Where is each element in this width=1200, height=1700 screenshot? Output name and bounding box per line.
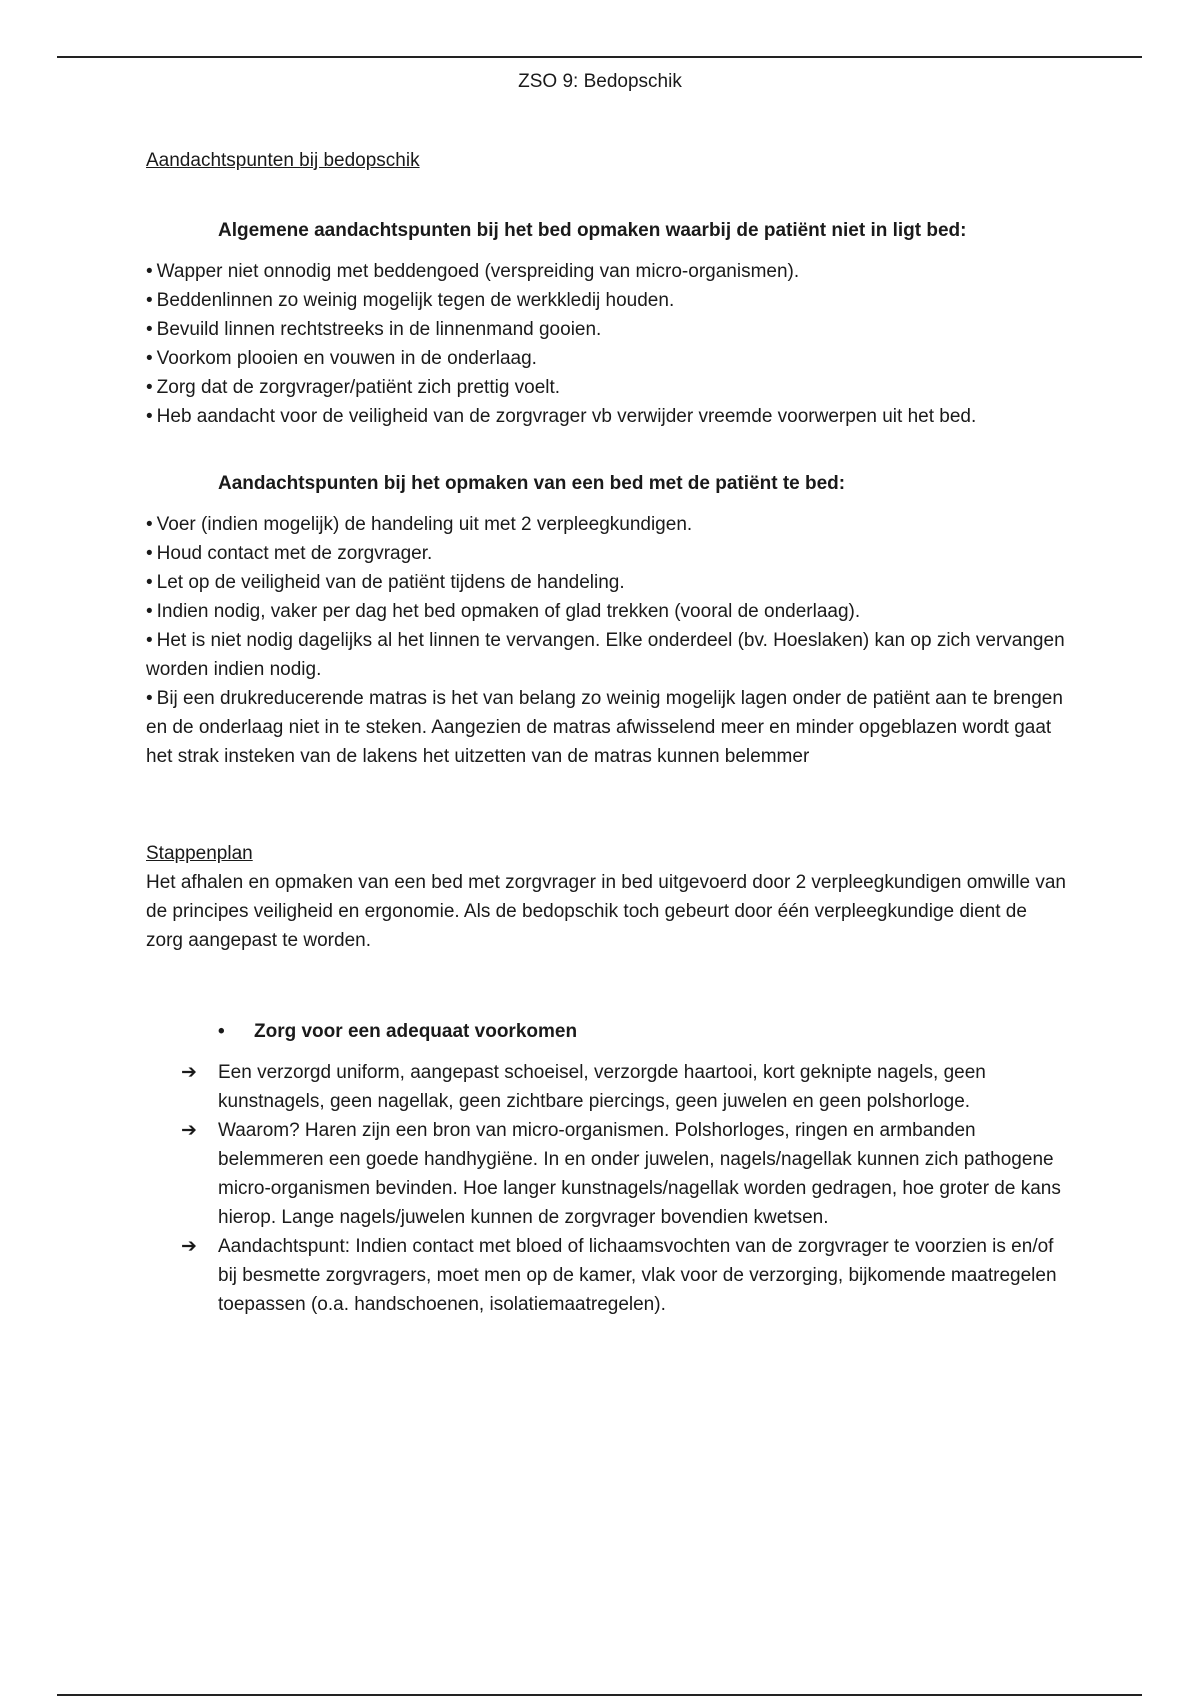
- step-heading-adequaat-voorkomen: [146, 1017, 1066, 1046]
- section-heading-stappenplan: Stappenplan: [146, 843, 253, 864]
- arrow-right-icon: ➔: [181, 1236, 197, 1257]
- arrow-list-item: [146, 1232, 1066, 1319]
- list-item: • Het is niet nodig dagelijks al het linnen te vervangen. Elke onderdeel (bv. Hoeslaken) kan op zich vervangen worden indien nodig.: [146, 626, 1066, 684]
- arrow-list-item-text: Een verzorgd uniform, aangepast schoeisel, verzorgde haartooi, kort geknipte nagels, geen kunstnagels, geen nagellak, geen zichtbare piercings, geen juwelen en geen polshorloge.: [218, 1062, 986, 1112]
- list-item: • Voorkom plooien en vouwen in de onderlaag.: [146, 344, 1066, 373]
- list-item: • Houd contact met de zorgvrager.: [146, 539, 1066, 568]
- step-arrow-list: [146, 1058, 1066, 1319]
- list-item: • Bij een drukreducerende matras is het van belang zo weinig mogelijk lagen onder de patiënt aan te brengen en de onderlaag niet in te steken. Aangezien de matras afwisselend meer en minder opgeblazen wordt gaat het strak insteken van de lakens het uitzetten van de matras kunnen belemmer: [146, 684, 1066, 771]
- arrow-right-icon: ➔: [181, 1120, 197, 1141]
- patient-in-bed-points-list: [146, 510, 1066, 771]
- arrow-list-item-text: Aandachtspunt: Indien contact met bloed of lichaamsvochten van de zorgvrager te voorzien is en/of bij besmette zorgvragers, moet men op de kamer, vlak voor de verzorging, bijkomende maatregelen toepassen (o.a. handschoenen, isolatiemaatregelen).: [218, 1236, 1057, 1315]
- arrow-list-item: [146, 1058, 1066, 1116]
- subheading-general: Algemene aandachtspunten bij het bed opmaken waarbij de patiënt niet in ligt bed:: [218, 220, 967, 241]
- list-item: • Indien nodig, vaker per dag het bed opmaken of glad trekken (vooral de onderlaag).: [146, 597, 1066, 626]
- list-item: • Heb aandacht voor de veiligheid van de zorgvrager vb verwijder vreemde voorwerpen uit het bed.: [146, 402, 1066, 431]
- arrow-list-item-text: Waarom? Haren zijn een bron van micro-organismen. Polshorloges, ringen en armbanden belemmeren een goede handhygiëne. In en onder juwelen, nagels/nagellak kunnen zich pathogene micro-organismen bevinden. Hoe langer kunstnagels/nagellak worden gedragen, hoe groter de kans hierop. Lange nagels/juwelen kunnen de zorgvrager bovendien kwetsen.: [218, 1120, 1061, 1228]
- list-item: • Voer (indien mogelijk) de handeling uit met 2 verpleegkundigen.: [146, 510, 1066, 539]
- header-rule: [57, 56, 1142, 58]
- arrow-list-item: [146, 1116, 1066, 1232]
- subheading-patient-in-bed: Aandachtspunten bij het opmaken van een bed met de patiënt te bed:: [218, 473, 846, 494]
- stappenplan-intro: Het afhalen en opmaken van een bed met zorgvrager in bed uitgevoerd door 2 verpleegkundigen omwille van de principes veiligheid en ergonomie. Als de bedopschik toch gebeurt door één verpleegkundige dient de zorg aangepast te worden.: [146, 872, 1066, 951]
- list-item: • Beddenlinnen zo weinig mogelijk tegen de werkkledij houden.: [146, 286, 1066, 315]
- list-item: • Bevuild linnen rechtstreeks in de linnenmand gooien.: [146, 315, 1066, 344]
- list-item: • Wapper niet onnodig met beddengoed (verspreiding van micro-organismen).: [146, 257, 1066, 286]
- arrow-right-icon: ➔: [181, 1062, 197, 1083]
- footer-rule: [57, 1694, 1142, 1696]
- step-heading-text: Zorg voor een adequaat voorkomen: [254, 1021, 578, 1042]
- bullet-dot: •: [218, 1021, 225, 1042]
- page-title: ZSO 9: Bedopschik: [518, 71, 682, 92]
- list-item: • Zorg dat de zorgvrager/patiënt zich prettig voelt.: [146, 373, 1066, 402]
- general-points-list: [146, 257, 1066, 431]
- section-heading-aandachtspunten: Aandachtspunten bij bedopschik: [146, 150, 420, 171]
- list-item: • Let op de veiligheid van de patiënt tijdens de handeling.: [146, 568, 1066, 597]
- document-body: [146, 146, 1066, 1319]
